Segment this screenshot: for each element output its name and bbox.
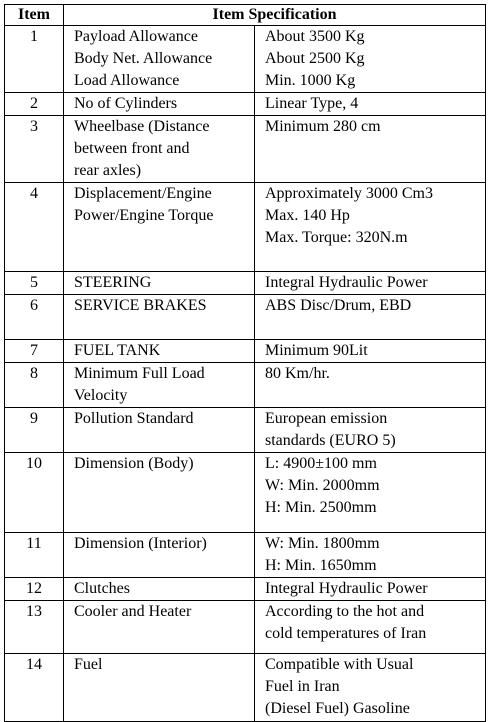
table-row: [5, 408, 486, 453]
item-number: 5: [5, 272, 64, 295]
item-number: 14: [5, 654, 64, 722]
item-value: [255, 533, 486, 578]
item-name: [64, 116, 255, 183]
item-number: 9: [5, 408, 64, 453]
item-value-line: H: Min. 1650mm: [265, 557, 377, 574]
item-number: 13: [5, 601, 64, 654]
item-value: [255, 363, 486, 408]
item-name-line: Displacement/Engine: [74, 185, 212, 202]
item-value-line: Fuel in Iran: [265, 678, 340, 695]
table-row: [5, 578, 486, 601]
item-name: [64, 340, 255, 363]
header-specification: Item Specification: [64, 5, 486, 26]
item-value-line: L: 4900±100 mm: [265, 455, 377, 472]
item-value-line: European emission: [265, 410, 388, 427]
item-name: [64, 183, 255, 272]
item-name-line: Payload Allowance: [74, 28, 198, 45]
table-row: [5, 272, 486, 295]
table-row: [5, 183, 486, 272]
item-value-line: Minimum 90Lit: [265, 342, 368, 359]
item-value-line: standards (EURO 5): [265, 432, 396, 449]
item-number: 11: [5, 533, 64, 578]
item-number: 6: [5, 295, 64, 340]
item-name-line: Wheelbase (Distance: [74, 118, 210, 135]
item-value-line: According to the hot and: [265, 603, 425, 620]
item-name: [64, 533, 255, 578]
item-value-line: 80 Km/hr.: [265, 365, 330, 382]
item-name-line: STEERING: [74, 274, 152, 291]
item-value-line: (Diesel Fuel) Gasoline: [265, 700, 410, 717]
item-value-line: Min. 1000 Kg: [265, 72, 356, 89]
item-name: [64, 453, 255, 533]
item-name: [64, 272, 255, 295]
item-value: [255, 408, 486, 453]
item-number: 4: [5, 183, 64, 272]
item-value-line: H: Min. 2500mm: [265, 499, 377, 516]
table-row: [5, 363, 486, 408]
item-name-line: Body Net. Allowance: [74, 50, 213, 67]
table-row: [5, 26, 486, 93]
item-name: [64, 93, 255, 116]
item-number: 12: [5, 578, 64, 601]
item-name-line: Clutches: [74, 580, 130, 597]
item-value-line: About 2500 Kg: [265, 50, 365, 67]
item-value-line: ABS Disc/Drum, EBD: [265, 297, 412, 314]
item-name-line: Minimum Full Load: [74, 365, 205, 382]
item-name: [64, 578, 255, 601]
item-number: 1: [5, 26, 64, 93]
item-name-line: rear axles): [74, 162, 142, 179]
item-value: [255, 453, 486, 533]
item-value: [255, 601, 486, 654]
item-name-line: Power/Engine Torque: [74, 207, 214, 224]
specification-table: [4, 4, 486, 722]
item-number: 2: [5, 93, 64, 116]
item-name-line: Dimension (Interior): [74, 535, 207, 552]
item-name-line: Cooler and Heater: [74, 603, 192, 620]
item-name: [64, 601, 255, 654]
item-name: [64, 363, 255, 408]
item-name-line: between front and: [74, 140, 190, 157]
item-number: 10: [5, 453, 64, 533]
item-value-line: Approximately 3000 Cm3: [265, 185, 433, 202]
table-row: [5, 453, 486, 533]
header-row: [5, 5, 486, 26]
item-value-line: About 3500 Kg: [265, 28, 365, 45]
item-value-line: cold temperatures of Iran: [265, 625, 427, 642]
item-name: [64, 654, 255, 722]
item-value-line: Minimum 280 cm: [265, 118, 381, 135]
item-value-line: Max. Torque: 320N.m: [265, 229, 408, 246]
table-body: [5, 26, 486, 722]
table-row: [5, 116, 486, 183]
item-name: [64, 408, 255, 453]
item-value-line: W: Min. 2000mm: [265, 477, 380, 494]
item-value: [255, 578, 486, 601]
item-value-line: W: Min. 1800mm: [265, 535, 380, 552]
item-name-line: Load Allowance: [74, 72, 180, 89]
table-row: [5, 601, 486, 654]
item-value: [255, 654, 486, 722]
item-name-line: Fuel: [74, 656, 103, 673]
item-value: [255, 183, 486, 272]
item-value-line: Integral Hydraulic Power: [265, 580, 428, 597]
table-row: [5, 654, 486, 722]
item-name: [64, 26, 255, 93]
item-value: [255, 295, 486, 340]
item-name-line: Velocity: [74, 387, 128, 404]
item-value: [255, 340, 486, 363]
table-row: [5, 340, 486, 363]
item-value: [255, 93, 486, 116]
item-name-line: FUEL TANK: [74, 342, 161, 359]
item-value: [255, 272, 486, 295]
table-row: [5, 533, 486, 578]
item-name-line: SERVICE BRAKES: [74, 297, 207, 314]
header-item: Item: [5, 5, 64, 26]
item-value: [255, 26, 486, 93]
item-value-line: Integral Hydraulic Power: [265, 274, 428, 291]
item-name-line: Dimension (Body): [74, 455, 194, 472]
item-name-line: No of Cylinders: [74, 95, 178, 112]
table-row: [5, 295, 486, 340]
item-value-line: Linear Type, 4: [265, 95, 359, 112]
item-number: 3: [5, 116, 64, 183]
item-name-line: Pollution Standard: [74, 410, 194, 427]
item-number: 8: [5, 363, 64, 408]
item-value-line: Max. 140 Hp: [265, 207, 350, 224]
item-value-line: Compatible with Usual: [265, 656, 414, 673]
table-row: [5, 93, 486, 116]
item-number: 7: [5, 340, 64, 363]
item-value: [255, 116, 486, 183]
item-name: [64, 295, 255, 340]
